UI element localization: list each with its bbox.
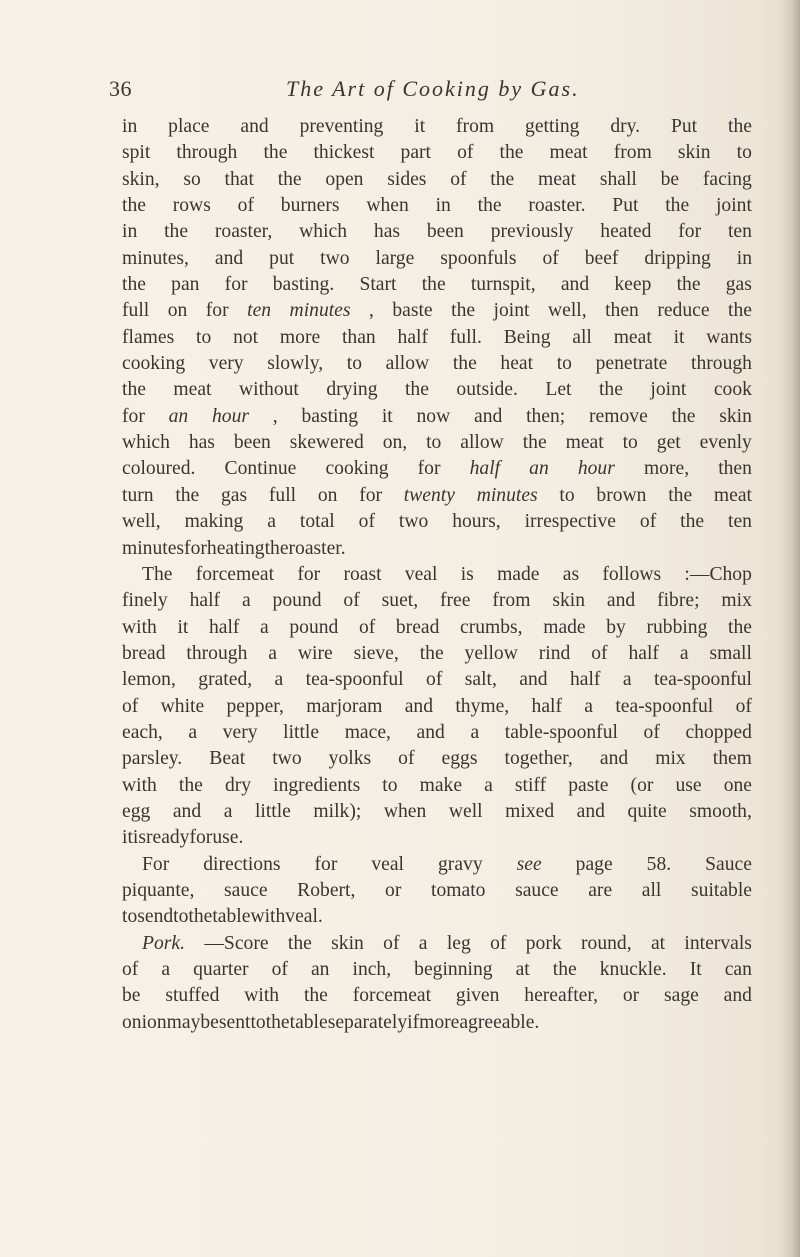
- text-line: onion may be sent to the table separately if more agreeable.: [122, 1011, 540, 1033]
- text-line: which has been skewered on, to allow the meat to get evenly: [122, 432, 752, 454]
- text-line: lemon, grated, a tea-spoonful of salt, and half a tea-spoonful: [122, 669, 752, 691]
- page-edge-shadow: [778, 0, 800, 1257]
- text-line: spit through the thickest part of the meat from skin to: [122, 142, 752, 164]
- text-line: egg and a little milk); when well mixed and quite smooth,: [122, 800, 752, 822]
- text-line: the meat without drying the outside. Let the joint cook: [122, 379, 752, 401]
- text-line: the pan for basting. Start the turnspit, and keep the gas: [122, 274, 752, 296]
- text-line: turn the gas full on for twenty minutes to brown the meat: [122, 484, 752, 506]
- text-line: cooking very slowly, to allow the heat to penetrate through: [122, 353, 752, 375]
- text-line: it is ready for use.: [122, 827, 244, 849]
- text-line: finely half a pound of suet, free from skin and fibre; mix: [122, 590, 752, 612]
- text-line: each, a very little mace, and a table-spoonful of chopped: [122, 721, 752, 743]
- text-line: to send to the table with veal.: [122, 906, 323, 928]
- text-line: minutes, and put two large spoonfuls of beef dripping in: [122, 247, 752, 269]
- text-line: with it half a pound of bread crumbs, made by rubbing the: [122, 616, 752, 638]
- text-line: of white pepper, marjoram and thyme, half a tea-spoonful of: [122, 695, 752, 717]
- text-line: the rows of burners when in the roaster. Put the joint: [122, 195, 752, 217]
- text-line: For directions for veal gravy see page 58. Sauce: [142, 853, 752, 875]
- text-line: be stuffed with the forcemeat given hereafter, or sage and: [122, 985, 752, 1007]
- text-line: minutes for heating the roaster.: [122, 537, 346, 559]
- text-line: flames to not more than half full. Being all meat it wants: [122, 326, 752, 348]
- text-line: for an hour , basting it now and then; remove the skin: [122, 405, 752, 427]
- text-line: The forcemeat for roast veal is made as follows :—Chop: [142, 563, 752, 585]
- text-line: bread through a wire sieve, the yellow rind of half a small: [122, 642, 752, 664]
- text-line: skin, so that the open sides of the meat shall be facing: [122, 168, 752, 190]
- text-line: of a quarter of an inch, beginning at the knuckle. It can: [122, 959, 752, 980]
- page-header: [109, 76, 749, 106]
- page-number: 36: [109, 76, 132, 101]
- text-line: parsley. Beat two yolks of eggs together, and mix them: [122, 748, 752, 770]
- text-line: in the roaster, which has been previously heated for ten: [122, 221, 752, 243]
- text-line: coloured. Continue cooking for half an hour more, then: [122, 458, 752, 480]
- body-text: [122, 114, 752, 1036]
- text-line: Pork. —Score the skin of a leg of pork round, at intervals: [142, 932, 752, 954]
- text-line: well, making a total of two hours, irrespective of the ten: [122, 511, 752, 533]
- running-head: The Art of Cooking by Gas.: [286, 76, 580, 101]
- text-line: piquante, sauce Robert, or tomato sauce are all suitable: [122, 879, 752, 901]
- text-line: in place and preventing it from getting dry. Put the: [122, 116, 752, 137]
- text-line: full on for ten minutes , baste the joint well, then reduce the: [122, 300, 752, 322]
- text-line: with the dry ingredients to make a stiff paste (or use one: [122, 774, 752, 796]
